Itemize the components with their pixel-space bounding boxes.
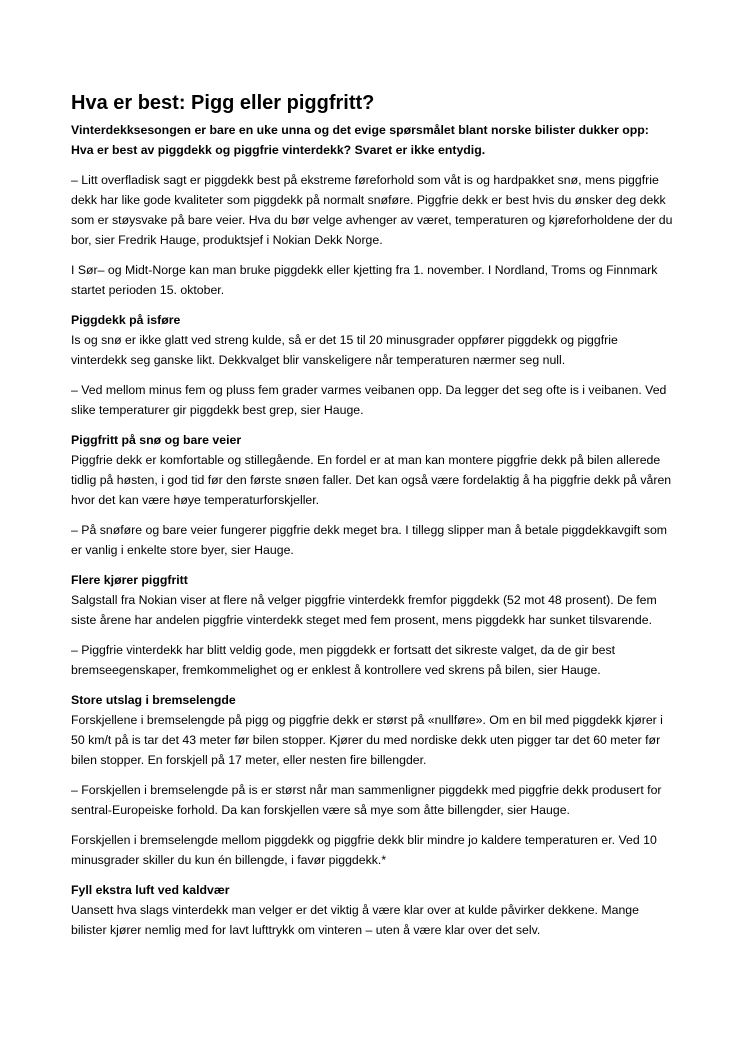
article-lead: Vinterdekksesongen er bare en uke unna og det evige spørsmålet blant norske bilister dukker opp: Hva er best av piggdekk og piggfrie vinterdekk? Svaret er ikke entydig. bbox=[71, 123, 649, 157]
section-heading: Store utslag i bremselengde bbox=[71, 693, 236, 707]
section-paragraph: – Ved mellom minus fem og pluss fem grader varmes veibanen opp. Da legger det seg ofte is i veibanen. Ved slike temperaturer gir piggdekk best grep, sier Hauge. bbox=[71, 383, 667, 417]
intro-paragraph-1: – Litt overfladisk sagt er piggdekk best på ekstreme føreforhold som våt is og hardpakket snø, mens piggfrie dekk har like gode kvaliteter som piggdekk på normalt snøføre. Piggfrie dekk er best hvis du ønsker deg dekk som er støysvake på bare veier. Hva du bør velge avhenger av været, temperaturen og kjøreforholdene der du bor, sier Fredrik Hauge, produktsjef i Nokian Dekk Norge. bbox=[71, 173, 673, 247]
section-heading: Piggdekk på isføre bbox=[71, 313, 181, 327]
section-paragraph: Uansett hva slags vinterdekk man velger er det viktig å være klar over at kulde påvirker dekkene. Mange bilister kjører nemlig med for lavt lufttrykk om vinteren – uten å være klar over det selv. bbox=[71, 903, 639, 937]
section-ekstra-luft bbox=[71, 880, 674, 940]
section-heading: Fyll ekstra luft ved kaldvær bbox=[71, 883, 230, 897]
section-paragraph: – På snøføre og bare veier fungerer piggfrie dekk meget bra. I tillegg slipper man å betale piggdekkavgift som er vanlig i enkelte store byer, sier Hauge. bbox=[71, 523, 668, 557]
section-paragraph: Is og snø er ikke glatt ved streng kulde, så er det 15 til 20 minusgrader oppfører piggdekk og piggfrie vinterdekk seg ganske likt. Dekkvalget blir vanskeligere når temperaturen nærmer seg null. bbox=[71, 333, 618, 367]
section-paragraph: Forskjellene i bremselengde på pigg og piggfrie dekk er størst på «nullføre». Om en bil med piggdekk kjører i 50 km/t på is tar det 43 meter før bilen stopper. Kjører du med nordiske dekk uten pigger tar det 60 meter før bilen stopper. En forskjell på 17 meter, eller nesten fire billengder. bbox=[71, 713, 663, 767]
section-heading: Piggfritt på snø og bare veier bbox=[71, 433, 242, 447]
section-paragraph: – Piggfrie vinterdekk har blitt veldig gode, men piggdekk er fortsatt det sikreste valget, da de gir best bremseegenskaper, fremkommelighet og er enklest å kontrollere ved skrens på bilen, sier Hauge. bbox=[71, 643, 616, 677]
section-bremselengde bbox=[71, 690, 674, 870]
section-paragraph: Salgstall fra Nokian viser at flere nå velger piggfrie vinterdekk fremfor piggdekk (52 mot 48 prosent). De fem siste årene har andelen piggfrie vinterdekk steget med fem prosent, mens piggdekk har sunket tilsvarende. bbox=[71, 593, 657, 627]
intro-paragraph-2: I Sør– og Midt-Norge kan man bruke piggdekk eller kjetting fra 1. november. I Nordland, Troms og Finnmark startet perioden 15. oktober. bbox=[71, 263, 658, 297]
section-flere-piggfritt bbox=[71, 570, 674, 680]
section-paragraph: – Forskjellen i bremselengde på is er størst når man sammenligner piggdekk med piggfrie dekk produsert for sentral-Europeiske forhold. Da kan forskjellen være så mye som åtte billengder, sier Hauge. bbox=[71, 783, 662, 817]
article-title: Hva er best: Pigg eller piggfritt? bbox=[71, 92, 375, 114]
section-piggdekk-isfore bbox=[71, 310, 674, 420]
section-piggfritt-sno bbox=[71, 430, 674, 560]
section-paragraph: Piggfrie dekk er komfortable og stillegående. En fordel er at man kan montere piggfrie dekk på bilen allerede tidlig på høsten, i god tid før den første snøen faller. Det kan også være fordelaktig å ha piggfrie dekk på våren hvor det kan være høye temperaturforskjeller. bbox=[71, 453, 672, 507]
section-paragraph: Forskjellen i bremselengde mellom piggdekk og piggfrie dekk blir mindre jo kaldere temperaturen er. Ved 10 minusgrader skiller du kun én billengde, i favør piggdekk.* bbox=[71, 833, 657, 867]
section-heading: Flere kjører piggfritt bbox=[71, 573, 188, 587]
